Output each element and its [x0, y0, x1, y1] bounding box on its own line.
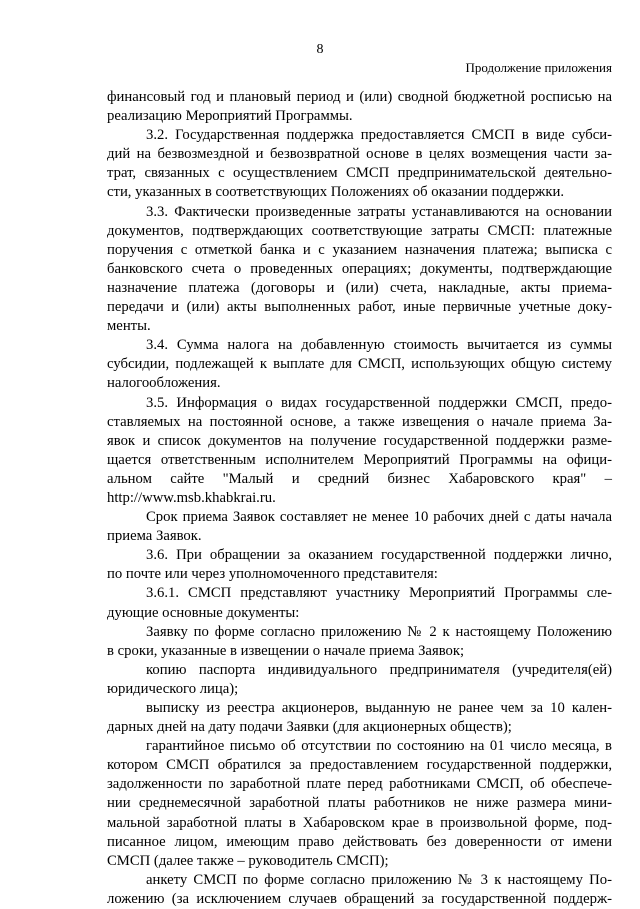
body-text [107, 88, 612, 909]
text-line: банковского счета о проведенных операциях; документы, подтверждающие [107, 260, 612, 277]
text-line: копию паспорта индивидуального предпринимателя (учредителя(ей) [146, 661, 612, 678]
text-line: ставляемых на постоянной основе, а также извещения о начале приема За- [107, 413, 612, 430]
text-line: налогообложения. [107, 375, 221, 392]
text-line: 3.2. Государственная поддержка предоставляется СМСП в виде субси- [146, 127, 612, 144]
text-line: дарных дней на дату подачи Заявки (для акционерных обществ); [107, 719, 512, 736]
text-line: анкету СМСП по форме согласно приложению № 3 к настоящему По- [146, 871, 612, 888]
continuation-label: Продолжение приложения [465, 60, 612, 75]
text-line: сти, указанных в соответствующих Положениях об оказании поддержки. [107, 184, 564, 201]
text-line: писанное лицом, имеющим право действовать без доверенности от имени [107, 833, 612, 850]
text-line: 3.6. При обращении за оказанием государственной поддержки лично, [146, 547, 612, 564]
text-line: выписку из реестра акционеров, выданную не ранее чем за 10 кален- [146, 700, 612, 716]
text-line: мальной заработной платы в Хабаровском крае в произвольной форме, под- [107, 814, 612, 831]
text-line: нии среднемесячной заработной платы работников не ниже размера мини- [107, 795, 612, 812]
text-line: поручения с отметкой банка и с указанием назначения платежа; выписка с [107, 241, 612, 258]
text-line: http://www.msb.khabkrai.ru. [107, 489, 276, 506]
text-line: котором СМСП обратился за предоставлением государственной поддержки, [107, 757, 612, 774]
text-line: субсидии, подлежащей к выплате для СМСП, использующих общую систему [107, 356, 612, 373]
text-line: явок и список документов на получение государственной поддержки разме- [107, 432, 612, 449]
text-line: 3.5. Информация о видах государственной поддержки СМСП, предо- [146, 394, 612, 411]
text-line: дующие основные документы: [107, 604, 300, 621]
text-line: трат, связанных с осуществлением СМСП предпринимательской деятельно- [107, 165, 612, 182]
text-line: 3.4. Сумма налога на добавленную стоимость вычитается из суммы [146, 337, 612, 354]
text-line: ложению (за исключением случаев обращений за государственной поддерж- [107, 890, 612, 907]
text-line: 3.3. Фактически произведенные затраты устанавливаются на основании [146, 203, 612, 220]
text-line: реализацию Мероприятий Программы. [107, 108, 353, 125]
text-line: задолженности по заработной плате перед работниками СМСП, об обеспече- [107, 776, 612, 793]
text-line: юридического лица); [107, 680, 239, 697]
text-line: СМСП (далее также – руководитель СМСП); [107, 852, 389, 869]
page-number: 8 [316, 42, 324, 57]
text-line: гарантийное письмо об отсутствии по состоянию на 01 число месяца, в [146, 738, 612, 755]
text-line: дий на безвозмездной и безвозвратной основе в целях возмещения части за- [107, 146, 612, 163]
text-line: назначение платежа (договоры и (или) счета, накладные, акты приема- [107, 279, 612, 296]
text-line: документов, подтверждающих соответствующие затраты СМСП: платежные [107, 222, 612, 239]
text-line: финансовый год и плановый период и (или) сводной бюджетной росписью на [107, 89, 612, 105]
text-line: приема Заявок. [107, 528, 202, 545]
text-line: в сроки, указанные в извещении о начале приема Заявок; [107, 642, 465, 659]
text-line: щается ответственным исполнителем Мероприятий Программы на офици- [107, 451, 612, 468]
text-line: 3.6.1. СМСП представляют участнику Мероприятий Программы сле- [146, 585, 612, 602]
text-line: Заявку по форме согласно приложению № 2 к настоящему Положению [146, 623, 612, 640]
text-line: менты. [107, 318, 151, 335]
text-line: альном сайте "Малый и средний бизнес Хабаровского края" – [107, 470, 612, 487]
text-line: по почте или через уполномоченного представителя: [107, 566, 438, 583]
text-line: передачи и (или) акты выполненных работ, иные первичные учетные доку- [107, 299, 612, 316]
text-line: Срок приема Заявок составляет не менее 10 рабочих дней с даты начала [146, 509, 612, 526]
